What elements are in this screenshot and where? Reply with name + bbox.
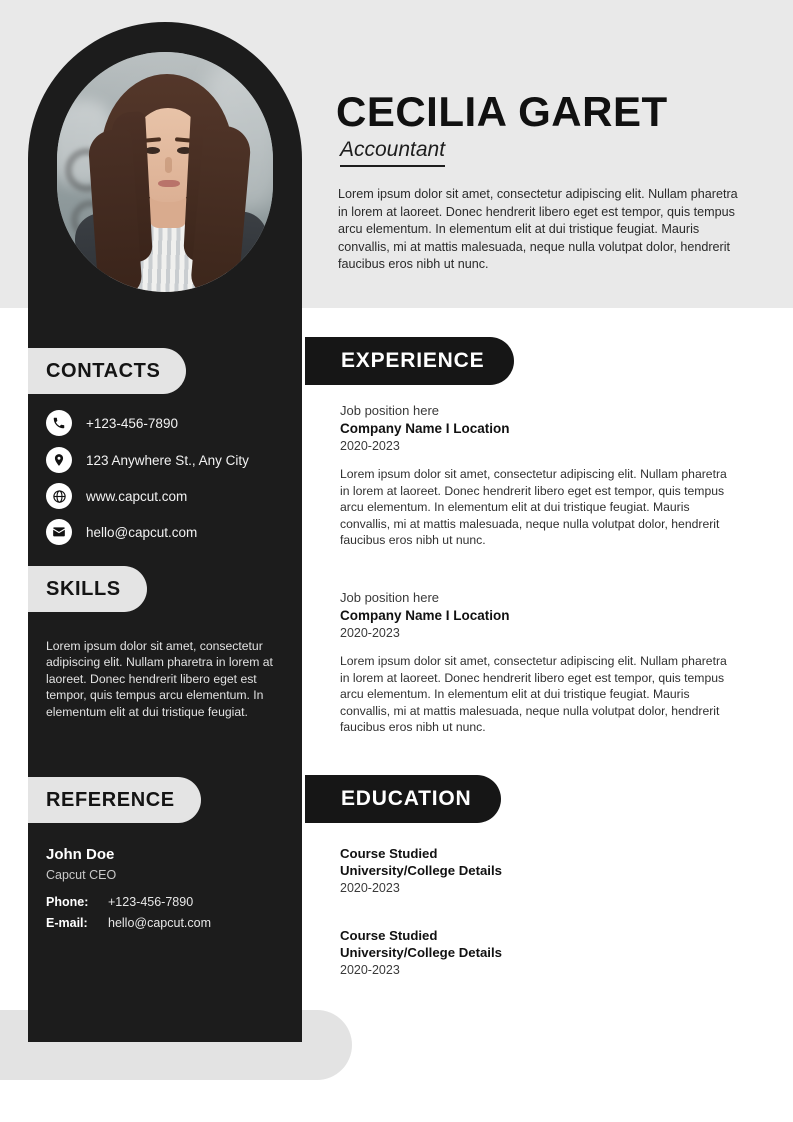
education-date: 2020-2023: [340, 963, 400, 977]
education-school: University/College Details: [340, 863, 502, 878]
reference-phone-value: +123-456-7890: [108, 895, 194, 909]
education-course: Course Studied: [340, 928, 438, 943]
section-title-contacts: CONTACTS: [46, 359, 161, 382]
contact-item-email[interactable]: [46, 519, 197, 545]
reference-phone-label: Phone:: [46, 895, 89, 909]
job-title: Accountant: [340, 138, 445, 167]
section-header-experience: [305, 337, 514, 385]
experience-description: Lorem ipsum dolor sit amet, consectetur adipiscing elit. Nullam pharetra in lorem at laoreet. Donec hendrerit libero eget est tempor, quis tempus arcu elementum. In elementum elit at dui tristique feugiat. Mauris convallis, mi at mattis malesuada, neque nulla volutpat dolor, hendrerit faucibus eros nibh ut nunc.: [340, 654, 727, 735]
education-item-1: [340, 846, 736, 895]
envelope-icon: [46, 519, 72, 545]
profile-photo: [57, 52, 273, 292]
portrait-nose: [165, 157, 172, 173]
section-title-reference: REFERENCE: [46, 788, 175, 811]
contact-address-value: 123 Anywhere St., Any City: [86, 452, 249, 468]
experience-item-1: [340, 403, 736, 549]
education-date: 2020-2023: [340, 881, 400, 895]
photo-background: [57, 52, 273, 292]
section-header-contacts: [28, 348, 186, 394]
section-header-education: [305, 775, 501, 823]
experience-date: 2020-2023: [340, 439, 400, 453]
reference-email-value: hello@capcut.com: [108, 916, 212, 930]
reference-email-label: E-mail:: [46, 916, 88, 930]
reference-role: Capcut CEO: [46, 868, 117, 882]
education-course: Course Studied: [340, 846, 438, 861]
experience-position: Job position here: [340, 590, 440, 605]
experience-position: Job position here: [340, 403, 440, 418]
contact-phone-value: +123-456-7890: [86, 415, 178, 431]
education-item-2: [340, 928, 736, 977]
contact-email-value: hello@capcut.com: [86, 524, 198, 540]
experience-date: 2020-2023: [340, 626, 400, 640]
experience-company: Company Name I Location: [340, 608, 510, 623]
portrait-mouth: [158, 180, 180, 187]
section-header-reference: [28, 777, 201, 823]
page-title: CECILIA GARET: [336, 88, 668, 135]
experience-item-2: [340, 590, 736, 736]
profile-summary: Lorem ipsum dolor sit amet, consectetur adipiscing elit. Nullam pharetra in lorem at laoreet. Donec hendrerit libero eget est tempor, quis tempus arcu elementum. In elementum elit at dui tristique feugiat. Mauris convallis, mi at mattis malesuada, neque nulla volutpat dolor, hendrerit faucibus eros nibh ut nunc.: [338, 187, 738, 272]
globe-icon: [46, 483, 72, 509]
experience-description: Lorem ipsum dolor sit amet, consectetur adipiscing elit. Nullam pharetra in lorem at laoreet. Donec hendrerit libero eget est tempor, quis tempus arcu elementum. In elementum elit at dui tristique feugiat. Mauris convallis, mi at mattis malesuada, neque nulla volutpat dolor, hendrerit faucibus eros nibh ut nunc.: [340, 467, 727, 548]
contact-item-address[interactable]: [46, 447, 249, 473]
skills-text: Lorem ipsum dolor sit amet, consectetur adipiscing elit. Nullam pharetra in lorem at laoreet. Donec hendrerit libero eget est tempor, quis tempus arcu elementum. In elementum elit at dui tristique feugiat.: [46, 639, 273, 719]
education-school: University/College Details: [340, 945, 502, 960]
reference-phone-row: [46, 895, 193, 909]
reference-email-row: [46, 916, 211, 930]
reference-name: John Doe: [46, 846, 115, 863]
section-header-skills: [28, 566, 147, 612]
contact-website-value: www.capcut.com: [86, 488, 188, 504]
phone-icon: [46, 410, 72, 436]
section-title-skills: SKILLS: [46, 577, 121, 600]
section-title-education: EDUCATION: [341, 787, 472, 810]
location-pin-icon: [46, 447, 72, 473]
experience-company: Company Name I Location: [340, 421, 510, 436]
contact-item-website[interactable]: [46, 483, 187, 509]
contact-item-phone[interactable]: [46, 410, 178, 436]
section-title-experience: EXPERIENCE: [341, 349, 485, 372]
